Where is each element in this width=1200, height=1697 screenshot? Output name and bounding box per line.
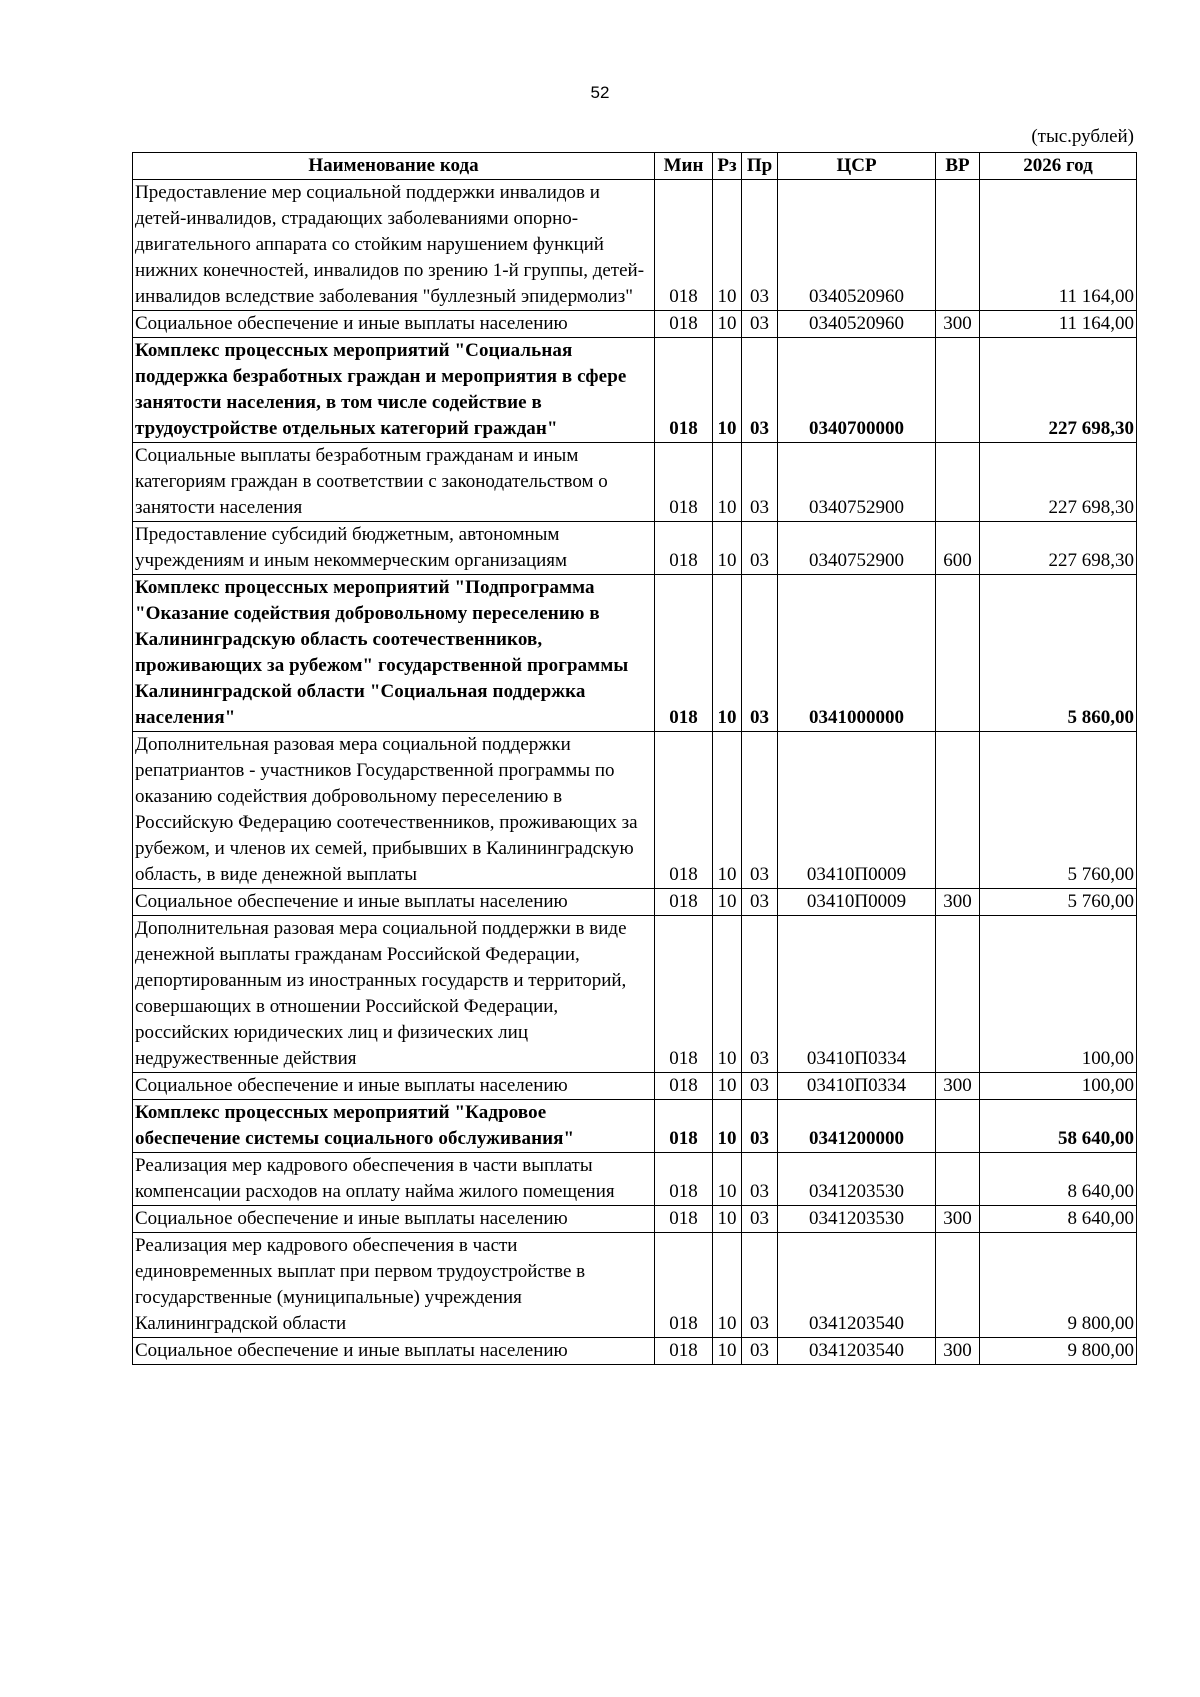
cell-pr: 03 [742,575,778,732]
cell-amount: 100,00 [980,1073,1137,1100]
cell-amount: 8 640,00 [980,1206,1137,1233]
cell-csr: 03410П0009 [778,889,936,916]
table-row [133,180,1137,311]
table-row [133,1233,1137,1338]
table-row [133,1153,1137,1206]
cell-name: Социальное обеспечение и иные выплаты населению [133,1206,655,1233]
cell-name: Социальное обеспечение и иные выплаты населению [133,889,655,916]
cell-rz: 10 [713,1233,742,1338]
cell-pr: 03 [742,732,778,889]
table-row [133,732,1137,889]
cell-rz: 10 [713,732,742,889]
cell-pr: 03 [742,443,778,522]
table-row [133,443,1137,522]
cell-pr: 03 [742,1338,778,1365]
table-row [133,916,1137,1073]
cell-min: 018 [655,732,713,889]
cell-rz: 10 [713,916,742,1073]
cell-pr: 03 [742,1206,778,1233]
cell-pr: 03 [742,1233,778,1338]
cell-pr: 03 [742,1073,778,1100]
cell-rz: 10 [713,889,742,916]
page-number: 52 [590,83,610,102]
cell-amount: 100,00 [980,916,1137,1073]
cell-pr: 03 [742,338,778,443]
cell-amount: 227 698,30 [980,338,1137,443]
header-min: Мин [655,153,713,180]
cell-min: 018 [655,180,713,311]
table-row-program [133,575,1137,732]
cell-pr: 03 [742,311,778,338]
cell-name: Социальное обеспечение и иные выплаты населению [133,1338,655,1365]
table-row [133,1206,1137,1233]
cell-name: Дополнительная разовая мера социальной поддержки репатриантов - участников Государственной программы по оказанию содействия добровольному переселению в Российскую Федерацию соотечественников, проживающих за рубежом, и членов их семей, прибывших в Калининградскую область, в виде денежной выплаты [133,732,655,889]
cell-csr: 0340520960 [778,180,936,311]
units-label: (тыс.рублей) [1031,126,1134,147]
cell-csr: 0341203530 [778,1153,936,1206]
table-row [133,889,1137,916]
cell-amount: 5 760,00 [980,889,1137,916]
cell-csr: 0341200000 [778,1100,936,1153]
cell-pr: 03 [742,889,778,916]
cell-name: Комплекс процессных мероприятий "Кадровое обеспечение системы социального обслуживания" [133,1100,655,1153]
cell-csr: 0341203540 [778,1233,936,1338]
cell-vr [936,1233,980,1338]
header-vr: ВР [936,153,980,180]
cell-pr: 03 [742,916,778,1073]
cell-min: 018 [655,1100,713,1153]
cell-min: 018 [655,1073,713,1100]
cell-name: Социальное обеспечение и иные выплаты населению [133,311,655,338]
cell-min: 018 [655,916,713,1073]
cell-csr: 0341203540 [778,1338,936,1365]
cell-vr: 300 [936,1206,980,1233]
cell-rz: 10 [713,443,742,522]
cell-name: Комплекс процессных мероприятий "Социальная поддержка безработных граждан и мероприятия в сфере занятости населения, в том числе содействие в трудоустройстве отдельных категорий граждан" [133,338,655,443]
header-year: 2026 год [980,153,1137,180]
cell-csr: 0340752900 [778,443,936,522]
header-name: Наименование кода [133,153,655,180]
cell-amount: 227 698,30 [980,443,1137,522]
cell-vr [936,732,980,889]
cell-rz: 10 [713,180,742,311]
table-header-row [133,153,1137,180]
cell-rz: 10 [713,575,742,732]
table-row [133,311,1137,338]
cell-min: 018 [655,575,713,732]
cell-vr: 600 [936,522,980,575]
cell-min: 018 [655,311,713,338]
cell-rz: 10 [713,522,742,575]
cell-vr [936,1100,980,1153]
cell-name: Социальные выплаты безработным гражданам и иным категориям граждан в соответствии с законодательством о занятости населения [133,443,655,522]
cell-name: Реализация мер кадрового обеспечения в части выплаты компенсации расходов на оплату найма жилого помещения [133,1153,655,1206]
cell-rz: 10 [713,311,742,338]
cell-amount: 11 164,00 [980,311,1137,338]
cell-rz: 10 [713,1338,742,1365]
cell-name: Предоставление мер социальной поддержки инвалидов и детей-инвалидов, страдающих заболеваниями опорно-двигательного аппарата со стойким нарушением функций нижних конечностей, инвалидов по зрению 1-й группы, детей-инвалидов вследствие заболевания "буллезный эпидермолиз" [133,180,655,311]
cell-csr: 0341203530 [778,1206,936,1233]
cell-rz: 10 [713,338,742,443]
cell-vr [936,443,980,522]
cell-rz: 10 [713,1153,742,1206]
table-row-program [133,1100,1137,1153]
cell-vr: 300 [936,1073,980,1100]
header-pr: Пр [742,153,778,180]
cell-amount: 5 860,00 [980,575,1137,732]
cell-min: 018 [655,1233,713,1338]
table-row [133,522,1137,575]
cell-vr: 300 [936,311,980,338]
cell-amount: 9 800,00 [980,1338,1137,1365]
header-rz: Рз [713,153,742,180]
cell-min: 018 [655,1153,713,1206]
cell-csr: 0340752900 [778,522,936,575]
cell-amount: 8 640,00 [980,1153,1137,1206]
cell-amount: 9 800,00 [980,1233,1137,1338]
cell-vr [936,575,980,732]
cell-amount: 5 760,00 [980,732,1137,889]
cell-pr: 03 [742,1100,778,1153]
table-body [133,180,1137,1365]
cell-min: 018 [655,1338,713,1365]
cell-vr [936,180,980,311]
budget-table [132,152,1137,1365]
table-row-program [133,338,1137,443]
cell-vr: 300 [936,1338,980,1365]
cell-name: Социальное обеспечение и иные выплаты населению [133,1073,655,1100]
cell-vr [936,916,980,1073]
cell-amount: 227 698,30 [980,522,1137,575]
cell-rz: 10 [713,1073,742,1100]
cell-min: 018 [655,338,713,443]
cell-pr: 03 [742,522,778,575]
cell-name: Комплекс процессных мероприятий "Подпрограмма "Оказание содействия добровольному переселению в Калининградскую область соотечественников, проживающих за рубежом" государственной программы Калининградской области "Социальная поддержка населения" [133,575,655,732]
table-row [133,1338,1137,1365]
cell-csr: 03410П0334 [778,1073,936,1100]
cell-csr: 0340700000 [778,338,936,443]
cell-csr: 03410П0009 [778,732,936,889]
cell-min: 018 [655,443,713,522]
cell-vr [936,338,980,443]
cell-vr [936,1153,980,1206]
cell-rz: 10 [713,1100,742,1153]
cell-rz: 10 [713,1206,742,1233]
cell-pr: 03 [742,1153,778,1206]
cell-name: Дополнительная разовая мера социальной поддержки в виде денежной выплаты гражданам Российской Федерации, депортированным из иностранных государств и территорий, совершающих в отношении Российской Федерации, российских юридических лиц и физических лиц недружественные действия [133,916,655,1073]
cell-amount: 11 164,00 [980,180,1137,311]
cell-csr: 0340520960 [778,311,936,338]
cell-pr: 03 [742,180,778,311]
cell-min: 018 [655,889,713,916]
cell-name: Реализация мер кадрового обеспечения в части единовременных выплат при первом трудоустройстве в государственные (муниципальные) учреждения Калининградской области [133,1233,655,1338]
header-csr: ЦСР [778,153,936,180]
cell-vr: 300 [936,889,980,916]
cell-csr: 0341000000 [778,575,936,732]
cell-min: 018 [655,1206,713,1233]
table-row [133,1073,1137,1100]
cell-amount: 58 640,00 [980,1100,1137,1153]
cell-name: Предоставление субсидий бюджетным, автономным учреждениям и иным некоммерческим организациям [133,522,655,575]
cell-csr: 03410П0334 [778,916,936,1073]
cell-min: 018 [655,522,713,575]
